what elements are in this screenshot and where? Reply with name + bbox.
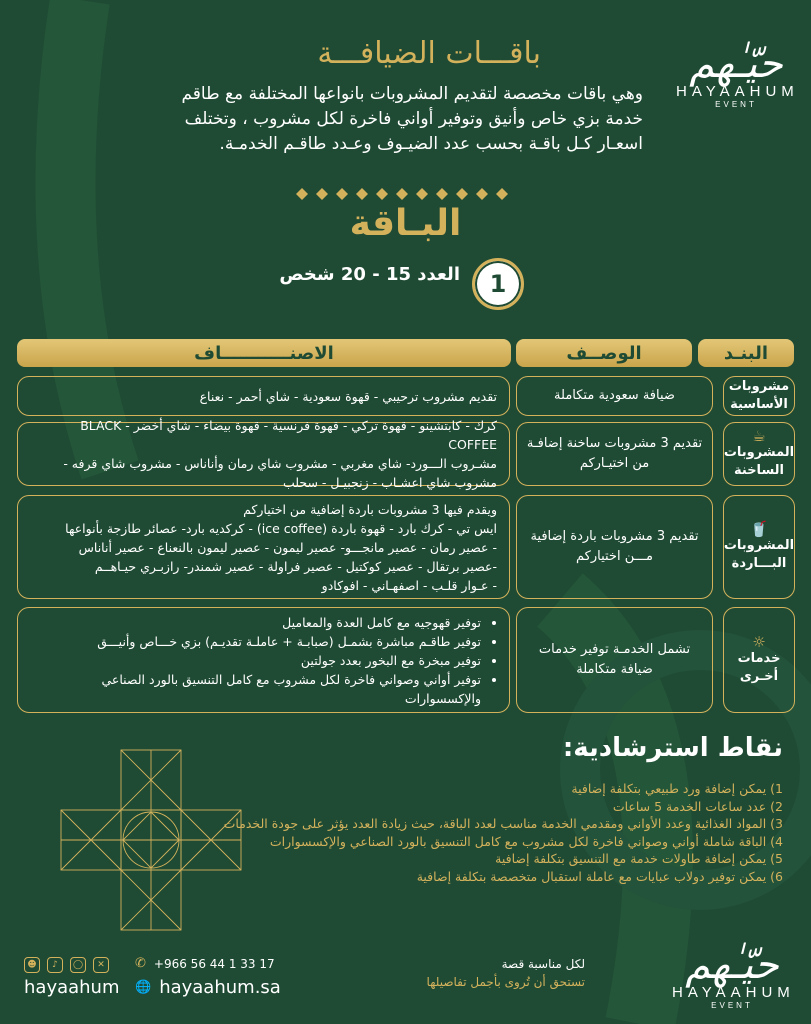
package-number-badge: 1 [472, 258, 524, 310]
intro-line: وهي باقات مخصصة لتقديم المشروبات بانواعها المختلفة مع طاقم [181, 84, 643, 104]
intro-line: خدمة بزي خاص وأنيق وتوفير أواني فاخرة لكل مشروب ، وتختلف [184, 109, 643, 129]
cold-drink-icon: 🥤 [749, 520, 769, 538]
x-icon[interactable]: ✕ [93, 957, 109, 973]
category-line: كرك - كابتشينو - قهوة تركي - قهوة فرنسية - قهوة بيضاء - شاي أخضر - BLACK COFFEE [80, 418, 497, 452]
item-label-line: الأساسية [730, 397, 788, 412]
category-bullet: • توفير طاقـم مباشرة بشمـل (صبابـة + عاملـة تقديـم) بزي خـــاص وأنيـــق [30, 632, 481, 651]
row-other-item [723, 607, 795, 713]
footer-tagline [427, 955, 585, 991]
item-label-line: المشروبات [723, 538, 795, 553]
item-label-line: المشروبات [723, 445, 795, 460]
row-hot-item [723, 422, 795, 486]
item-label-line: البـــاردة [731, 556, 787, 571]
package-count-label: العدد 15 - 20 شخص [279, 264, 460, 285]
website-link[interactable]: hayaahum.sa [159, 977, 281, 998]
category-line: -عصير برتقال - عصير كوكتيل - عصير فراولة - عصير شمندر- رازبـري حيـاهــم [94, 558, 497, 574]
row-other-categories [17, 607, 510, 713]
category-bullet: • توفير قهوجيه مع كامل العدة والمعاميل [30, 613, 481, 632]
snapchat-icon[interactable]: ☻ [24, 957, 40, 973]
row-hot-description: تقديم 3 مشروبات ساخنة إضافـة من اختيـاركم [516, 422, 713, 486]
item-label-line: الساخنة [734, 463, 785, 478]
note-item: 1) يمكن إضافة ورد طبيعي بتكلفة إضافية [571, 781, 783, 796]
note-item: 3) المواد الغذائية وعدد الأواني ومقدمي الخدمة مناسب لعدد الباقة، حيث زيادة العدد يؤثر على جودة الخدمات [223, 816, 783, 831]
phone-icon: ✆ [135, 956, 146, 971]
footer-logo [672, 942, 795, 1011]
note-item: 4) الباقة شاملة أواني وصواني فاخرة لكل مشروب مع كامل التنسيق بالورد الصناعي والإكسسوارات [269, 833, 783, 849]
category-line: - عـوار قلـب - اصفهـاني - افوكادو [321, 577, 497, 593]
brand-logo-latin: HAYAAHUM [676, 83, 799, 100]
phone-number[interactable]: +966 56 44 1 33 17 [153, 956, 275, 971]
ornament-divider [286, 184, 516, 204]
category-line: - عصير رمان - عصير مانجـــو- عصير ليمون - عصير ليمون بالنعناع - عصير أناناس [78, 539, 497, 555]
tagline-line-2: تستحق أن تُروى بأجمل تفاصيلها [426, 975, 585, 989]
note-item: 6) يمكن توفير دولاب عبايات مع عاملة استقبال متخصصة بتكلفة إضافية [416, 868, 783, 884]
footer-logo-sub: EVENT [711, 1001, 753, 1010]
notes-title: نقاط استرشادية: [562, 733, 783, 763]
row-other-description: تشمل الخدمـة توفير خدمات ضيافة متكاملة [516, 607, 713, 713]
tagline-line-1: لكل مناسبة قصة [501, 957, 585, 971]
note-item: 5) يمكن إضافة طاولات خدمة مع التنسيق بتكلفة إضافية [495, 851, 783, 866]
row-cold-categories [17, 495, 510, 599]
tiktok-icon[interactable]: ♪ [47, 957, 63, 973]
brand-logo [676, 41, 799, 110]
row-basic-item [723, 376, 795, 416]
website-row [135, 977, 281, 998]
instagram-icon[interactable]: ◯ [70, 957, 86, 973]
page-title: باقـــات الضيافـــة [317, 36, 541, 71]
intro-line: اسعـار كـل باقـة بحسب عدد الضيـوف وعـدد طاقـم الخدمـة. [219, 134, 643, 154]
category-line: ايس تي - كرك بارد - قهوة باردة (ice coffee) - كركديه بارد- عصائر طازجة بأنواعها [65, 520, 497, 536]
brand-logo-script: حيّـٰهم [689, 41, 783, 87]
row-basic-description: ضيافة سعودية متكاملة [516, 376, 713, 416]
social-icons [24, 957, 109, 973]
category-line: مشـروب الـــورد- شاي مغربي - مشروب شاي رمان وأناناس - مشروب شاي قرفه - [63, 456, 497, 471]
category-bullet: • توفير أواني وصواني فاخرة لكل مشروب مع كامل التنسيق بالورد الصناعي والإكسسوارات [30, 670, 481, 708]
row-cold-item [723, 495, 795, 599]
package-count-row [280, 258, 540, 314]
intro-text [123, 82, 643, 157]
header-description: الوصــف [516, 339, 692, 367]
package-title: البـاقة [349, 203, 462, 244]
brand-logo-sub: EVENT [715, 100, 757, 109]
globe-icon: 🌐 [135, 980, 152, 995]
item-label-line: أخـرى [739, 669, 779, 684]
header-item: البنـد [698, 339, 794, 367]
category-line: مشروب شاي اعشـاب - زنجبيـل - سحلب [282, 475, 497, 490]
geometric-ornament [56, 745, 246, 935]
phone-row [135, 956, 275, 971]
header-categories: الاصنـــــــــــاف [17, 339, 511, 367]
serving-dome-icon: ☼ [752, 633, 766, 651]
footer-logo-script: حيّـٰهم [685, 942, 779, 988]
category-line: ويقدم فيها 3 مشروبات باردة إضافية من اختياركم [243, 501, 497, 517]
social-handle[interactable]: hayaahum [24, 977, 120, 998]
category-line: تقديم مشروب ترحيبي - قهوة سعودية - شاي أحمر - نعناع [199, 388, 497, 404]
notes-list [223, 780, 783, 885]
row-cold-description: تقديم 3 مشروبات باردة إضافية مـــن اختياركم [516, 495, 713, 599]
note-item: 2) عدد ساعات الخدمة 5 ساعات [612, 798, 783, 814]
item-label-line: مشروبات [728, 379, 790, 394]
row-hot-categories [17, 418, 510, 490]
category-bullet: • توفير مبخرة مع البخور بعدد جولتين [30, 651, 481, 670]
item-label-line: خدمات [737, 651, 781, 666]
row-basic-categories [17, 376, 510, 416]
footer-logo-latin: HAYAAHUM [672, 984, 795, 1001]
hot-cup-icon: ☕ [752, 427, 766, 445]
